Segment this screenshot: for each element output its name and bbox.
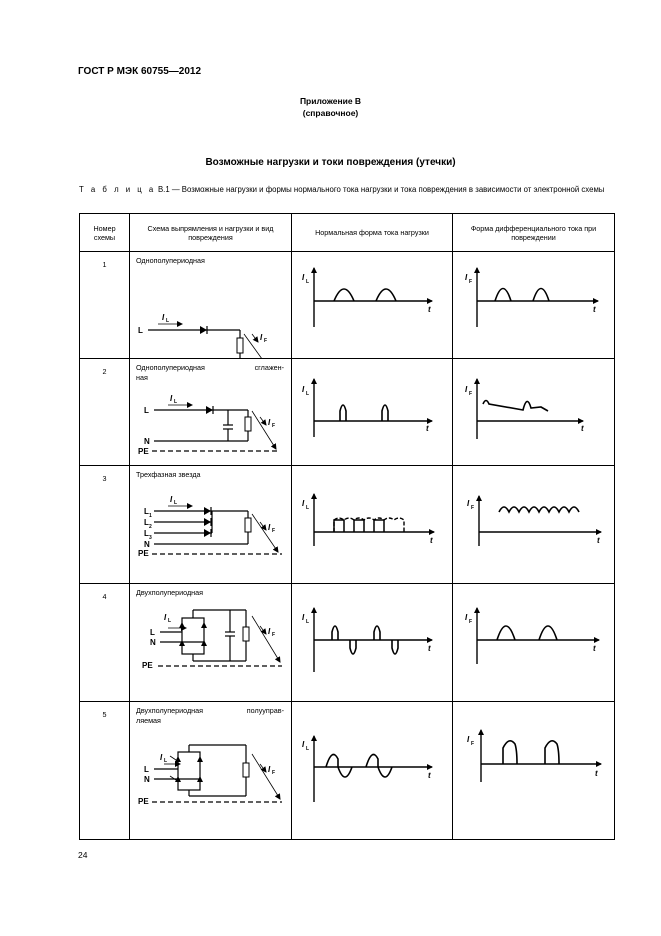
normal-current-waveform (292, 359, 453, 465)
label-if: I (268, 627, 271, 636)
section-title: Возможные нагрузки и токи повреждения (утечки) (205, 157, 456, 168)
label-l: L (138, 326, 143, 335)
axis-label-if-sub: F (471, 505, 475, 511)
axis-label-if: I (465, 385, 468, 394)
label-n: N (144, 437, 150, 446)
label-if-sub: F (272, 528, 276, 534)
row-number: 2 (80, 359, 130, 466)
axis-label-if: I (467, 499, 470, 508)
label-pe: PE (138, 549, 149, 558)
fault-current-cell (453, 584, 615, 702)
label-n: N (150, 638, 156, 647)
label-l3: L (144, 529, 149, 538)
scheme-cell (130, 466, 292, 584)
fault-current-cell (453, 702, 615, 840)
axis-label-if: I (467, 735, 470, 744)
col-header-normal-current: Нормальная форма тока нагрузки (292, 214, 453, 252)
label-il-sub: L (174, 500, 178, 506)
label-pe: PE (138, 447, 149, 456)
label-l: L (150, 628, 155, 637)
document-header: ГОСТ Р МЭК 60755—2012 (78, 66, 202, 77)
label-il: I (162, 313, 165, 322)
half-wave-smoothed-circuit-diagram (130, 359, 292, 465)
label-if-sub: F (272, 423, 276, 429)
label-pe: PE (138, 797, 149, 806)
label-if-sub: F (272, 770, 276, 776)
row-number: 3 (80, 466, 130, 584)
normal-current-waveform (292, 702, 453, 839)
axis-label-t: t (430, 536, 433, 545)
axis-label-if: I (465, 273, 468, 282)
label-if-sub: F (264, 338, 268, 344)
scheme-label: Однополупериодная (136, 256, 205, 265)
label-if: I (268, 418, 271, 427)
table-row (80, 359, 615, 466)
axis-label-t: t (595, 769, 598, 778)
label-il: I (170, 495, 173, 504)
normal-current-waveform (292, 584, 453, 701)
normal-current-waveform (292, 252, 453, 358)
axis-label-if-sub: F (469, 279, 473, 285)
loads-table (79, 213, 615, 840)
normal-current-cell (292, 702, 453, 840)
axis-label-t: t (428, 771, 431, 780)
label-l1: L (144, 507, 149, 516)
scheme-label: Двухполупериодная полууправ- (136, 706, 284, 715)
axis-label-if: I (465, 613, 468, 622)
fault-current-waveform (453, 584, 615, 701)
axis-label-il-sub: L (306, 746, 310, 752)
table-caption-prefix: Т а б л и ц а (79, 185, 156, 194)
fault-current-waveform (453, 702, 615, 839)
col-header-number: Номер схемы (80, 214, 130, 252)
annex-title: Приложение В (299, 96, 362, 106)
scheme-cell (130, 359, 292, 466)
table-caption (79, 184, 619, 195)
row-number: 5 (80, 702, 130, 840)
axis-label-t: t (593, 305, 596, 314)
table-row (80, 584, 615, 702)
scheme-label: Однополупериодная сглажен- (136, 363, 284, 372)
label-il-sub: L (164, 758, 168, 764)
label-pe: PE (142, 661, 153, 670)
axis-label-t: t (428, 305, 431, 314)
scheme-label-cont: ляемая (136, 715, 161, 725)
normal-current-cell (292, 359, 453, 466)
normal-current-waveform (292, 466, 453, 583)
axis-label-il: I (302, 613, 305, 622)
label-if: I (268, 765, 271, 774)
label-il: I (160, 753, 163, 762)
normal-current-cell (292, 466, 453, 584)
label-il: I (164, 613, 167, 622)
axis-label-if-sub: F (469, 391, 473, 397)
table-header-row (80, 214, 615, 252)
annex-subtitle: (справочное) (302, 108, 359, 118)
fault-current-cell (453, 359, 615, 466)
axis-label-t: t (426, 424, 429, 433)
axis-label-t: t (597, 536, 600, 545)
label-l3-sub: 3 (149, 535, 152, 541)
label-il-sub: L (166, 318, 170, 324)
label-if-sub: F (272, 632, 276, 638)
half-wave-circuit-diagram (130, 252, 292, 358)
three-phase-star-circuit-diagram (130, 466, 292, 583)
axis-label-il-sub: L (306, 279, 310, 285)
axis-label-il: I (302, 273, 305, 282)
table-row (80, 252, 615, 359)
axis-label-il-sub: L (306, 391, 310, 397)
row-number: 1 (80, 252, 130, 359)
scheme-label-cont: ная (136, 372, 148, 382)
page-number: 24 (78, 850, 88, 860)
label-il-sub: L (168, 618, 172, 624)
label-l: L (144, 406, 149, 415)
axis-label-il: I (302, 385, 305, 394)
table-caption-text: В.1 — Возможные нагрузки и формы нормального тока нагрузки и тока повреждения в зависимости от электронной схемы (155, 185, 605, 194)
scheme-cell (130, 584, 292, 702)
fault-current-cell (453, 252, 615, 359)
axis-label-if-sub: F (471, 741, 475, 747)
table-row (80, 466, 615, 584)
col-header-scheme: Схема выпрямления и нагрузки и вид повреждения (130, 214, 292, 252)
axis-label-il: I (302, 499, 305, 508)
axis-label-il-sub: L (306, 619, 310, 625)
axis-label-il: I (302, 740, 305, 749)
scheme-cell (130, 702, 292, 840)
label-l2-sub: 2 (149, 524, 152, 530)
fault-current-waveform (453, 466, 615, 583)
normal-current-cell (292, 584, 453, 702)
axis-label-il-sub: L (306, 505, 310, 511)
scheme-label: Трехфазная звезда (136, 470, 201, 479)
axis-label-t: t (593, 644, 596, 653)
axis-label-t: t (428, 644, 431, 653)
fault-current-cell (453, 466, 615, 584)
label-n: N (144, 775, 150, 784)
label-l2: L (144, 518, 149, 527)
full-wave-circuit-diagram (130, 584, 292, 701)
label-l1-sub: 1 (149, 513, 152, 519)
axis-label-t: t (581, 424, 584, 433)
scheme-label: Двухполупериодная (136, 588, 204, 597)
row-number: 4 (80, 584, 130, 702)
fault-current-waveform (453, 359, 615, 465)
label-if: I (260, 333, 263, 342)
normal-current-cell (292, 252, 453, 359)
label-il-sub: L (174, 399, 178, 405)
label-il: I (170, 394, 173, 403)
table-row (80, 702, 615, 840)
axis-label-if-sub: F (469, 619, 473, 625)
label-l: L (144, 765, 149, 774)
label-if: I (268, 523, 271, 532)
col-header-fault-current: Форма дифференциального тока при повреждении (453, 214, 615, 252)
label-n: N (144, 540, 150, 549)
fault-current-waveform (453, 252, 615, 358)
scheme-cell (130, 252, 292, 359)
